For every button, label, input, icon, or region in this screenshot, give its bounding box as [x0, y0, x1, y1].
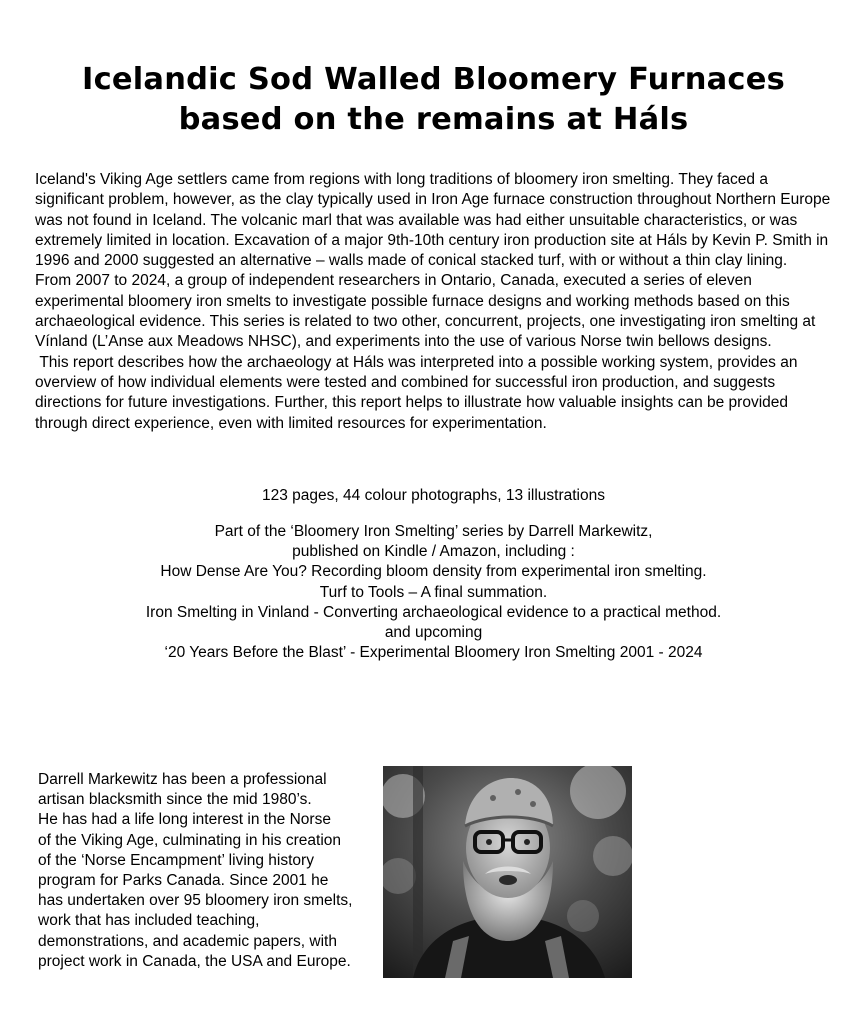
description-paragraph-2: From 2007 to 2024, a group of independent researchers in Ontario, Canada, executed a series of eleven experimental bloomery iron smelts to investigate possible furnace designs and working methods based on this archaeological evidence. This series is related to two other, concurrent, projects, one investigating iron smelting at Vínland (L’Anse aux Meadows NHSC), and experiments into the use of various Norse twin bellows designs. — [35, 272, 816, 351]
author-portrait-icon — [383, 766, 632, 978]
series-title-1: How Dense Are You? Recording bloom density from experimental iron smelting. — [160, 563, 707, 581]
series-title-4: ‘20 Years Before the Blast’ - Experimental Bloomery Iron Smelting 2001 - 2024 — [164, 644, 703, 662]
bio-line: has undertaken over 95 bloomery iron smelts, — [38, 892, 353, 910]
bio-line: of the ‘Norse Encampment’ living history — [38, 851, 314, 869]
bio-line: of the Viking Age, culminating in his creation — [38, 831, 342, 849]
bio-line: Darrell Markewitz has been a professional — [38, 771, 327, 788]
page-title — [0, 60, 867, 140]
description-paragraph-3: This report describes how the archaeology at Háls was interpreted into a possible working system, provides an overview of how individual elements were tested and combined for successful iron production, and suggests directions for future investigations. Further, this report helps to illustrate how valuable insights can be provided through direct experience, even with limited resources for experimentation. — [35, 353, 802, 432]
series-info — [0, 522, 867, 663]
bio-line: project work in Canada, the USA and Europe. — [38, 952, 351, 970]
series-title-3: Iron Smelting in Vinland - Converting archaeological evidence to a practical method. — [145, 603, 722, 621]
description-paragraph-1: Iceland's Viking Age settlers came from regions with long traditions of bloomery iron smelting. They faced a significant problem, however, as the clay typically used in Iron Age furnace construction throughout Northern Europe was not found in Iceland. The volcanic marl that was available was had either unsuitable characteristics, or was extremely limited in location. Excavation of a major 9th-10th century iron production site at Háls by Kevin P. Smith in 1996 and 2000 suggested an alternative – walls made of conical stacked turf, with or without a thin clay lining. — [35, 171, 831, 270]
title-line-1: Icelandic Sod Walled Bloomery Furnaces — [82, 62, 785, 97]
bio-line: He has had a life long interest in the Norse — [38, 811, 331, 829]
title-line-2: based on the remains at Háls — [178, 102, 689, 137]
author-bio — [38, 770, 383, 972]
book-stats: 123 pages, 44 colour photographs, 13 illustrations — [262, 487, 605, 504]
series-line-upcoming: and upcoming — [384, 624, 483, 642]
series-line-1: Part of the ‘Bloomery Iron Smelting’ series by Darrell Markewitz, — [214, 523, 653, 540]
bio-line: work that has included teaching, — [38, 912, 260, 930]
bio-line: demonstrations, and academic papers, with — [38, 932, 337, 950]
author-photo — [383, 766, 632, 978]
bio-line: program for Parks Canada. Since 2001 he — [38, 872, 329, 890]
series-line-2: published on Kindle / Amazon, including : — [292, 543, 575, 561]
series-title-2: Turf to Tools – A final summation. — [319, 583, 548, 601]
bio-line: artisan blacksmith since the mid 1980’s. — [38, 791, 312, 809]
description — [35, 170, 840, 434]
